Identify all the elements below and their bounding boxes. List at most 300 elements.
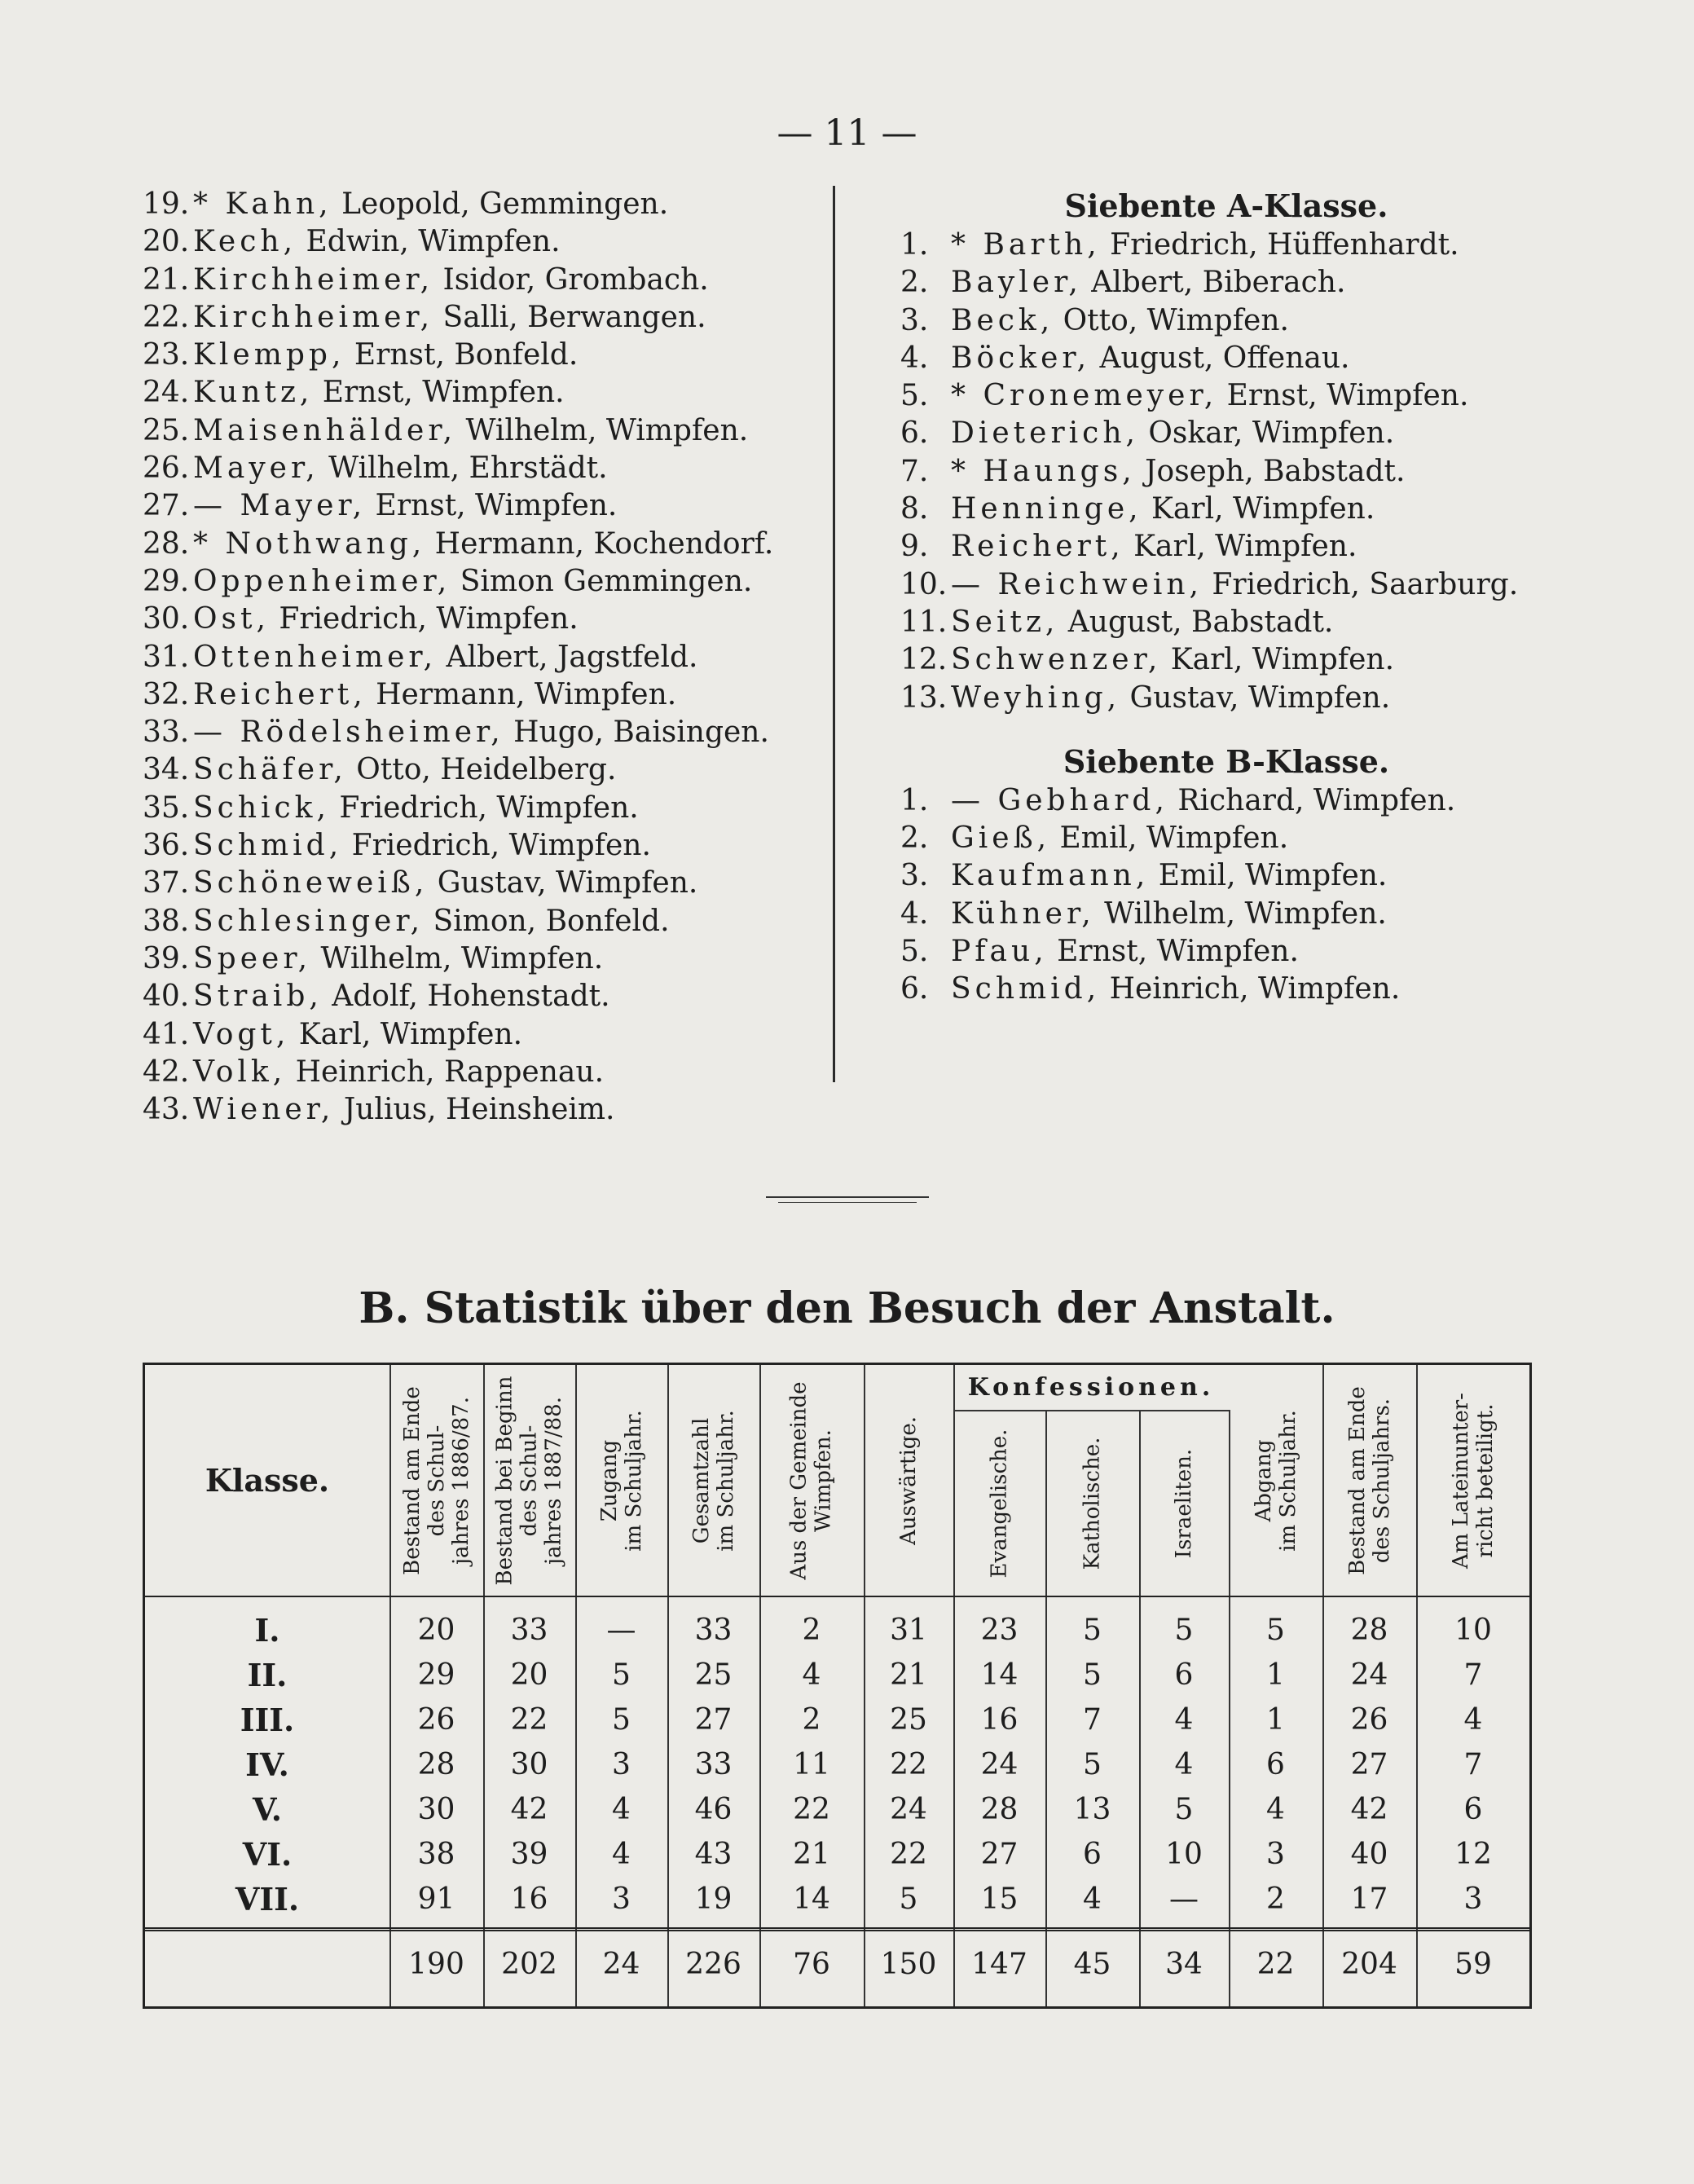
column-header-line: des Schul- xyxy=(517,1424,542,1536)
item-surname: Weyhing, xyxy=(951,680,1121,715)
item-surname: * Nothwang, xyxy=(193,526,426,561)
item-surname: Kuntz, xyxy=(193,376,314,410)
item-number: 2. xyxy=(900,266,929,300)
item-surname: Schlesinger, xyxy=(193,904,425,938)
list-item xyxy=(143,262,827,299)
item-details: Joseph, Babstadt. xyxy=(1135,454,1406,488)
table-cell: 13 xyxy=(1073,1793,1111,1826)
table-cell: 28 xyxy=(417,1748,455,1781)
table-cell: 26 xyxy=(417,1703,455,1737)
table-cell: 15 xyxy=(980,1882,1019,1916)
item-number: 5. xyxy=(900,379,929,413)
list-item xyxy=(143,714,827,751)
item-number: 22. xyxy=(143,300,190,334)
item-surname: Ottenheimer, xyxy=(193,640,438,674)
item-number: 9. xyxy=(900,530,929,564)
table-cell: 43 xyxy=(694,1838,733,1871)
item-number: 41. xyxy=(143,1017,190,1051)
item-number: 11. xyxy=(900,605,948,639)
item-number: 10. xyxy=(900,567,948,601)
item-details: Friedrich, Hüffenhardt. xyxy=(1100,228,1459,262)
item-surname: * Haungs, xyxy=(951,454,1136,488)
table-cell: 1 xyxy=(1266,1703,1285,1737)
list-item xyxy=(143,676,827,714)
list-item xyxy=(143,978,827,1015)
table-cell: 12 xyxy=(1454,1838,1492,1871)
item-surname: Dieterich, xyxy=(951,416,1139,451)
column-header-line: Zugang xyxy=(596,1439,622,1521)
table-cell: 20 xyxy=(510,1658,548,1692)
table-cell: 27 xyxy=(694,1703,733,1737)
table-cell: 10 xyxy=(1454,1614,1492,1647)
table-cell: 1 xyxy=(1266,1658,1285,1692)
list-item xyxy=(143,865,827,902)
column-header-text xyxy=(1345,1386,1394,1575)
column-header-line: Gesamtzahl xyxy=(689,1417,714,1543)
list-item xyxy=(900,641,1569,679)
list-item xyxy=(900,377,1569,415)
statistics-table xyxy=(143,1363,1532,2009)
item-number: 40. xyxy=(143,980,190,1014)
column-header xyxy=(953,1411,1045,1596)
item-details: Isidor, Grombach. xyxy=(433,262,709,297)
list-item xyxy=(143,903,827,940)
item-number: 33. xyxy=(143,716,190,750)
item-number: 6. xyxy=(900,416,929,451)
student-list-left xyxy=(143,186,827,1129)
item-details: Simon, Bonfeld. xyxy=(424,904,670,938)
list-item xyxy=(900,971,1569,1008)
item-number: 19. xyxy=(143,187,190,221)
list-item xyxy=(900,857,1569,895)
item-surname: Reichert, xyxy=(193,677,367,711)
item-surname: Böcker, xyxy=(951,341,1091,375)
item-details: Otto, Wimpfen. xyxy=(1054,303,1289,337)
column-header-line: des Schuljahrs. xyxy=(1369,1398,1394,1563)
table-cell: 16 xyxy=(980,1703,1019,1737)
table-cell: 5 xyxy=(612,1703,631,1737)
item-details: Hermann, Kochendorf. xyxy=(425,526,774,561)
table-cell: 21 xyxy=(793,1838,830,1871)
table-cell: 25 xyxy=(694,1658,733,1692)
table-cell: 3 xyxy=(612,1748,631,1781)
column-header-text xyxy=(1252,1410,1300,1552)
item-number: 3. xyxy=(900,303,929,337)
table-cell: 22 xyxy=(890,1838,927,1871)
item-surname: Speer, xyxy=(193,941,312,975)
table-cell: 7 xyxy=(1083,1703,1102,1737)
table-cell: 6 xyxy=(1266,1748,1285,1781)
item-details: Friedrich, Saarburg. xyxy=(1202,567,1519,601)
item-details: Albert, Biberach. xyxy=(1081,266,1346,300)
list-item xyxy=(900,227,1569,264)
item-details: Emil, Wimpfen. xyxy=(1149,859,1388,893)
item-details: Heinrich, Wimpfen. xyxy=(1100,972,1401,1006)
list-item xyxy=(143,1054,827,1091)
column-header-line: Bestand am Ende xyxy=(399,1385,425,1575)
column-header-line: jahres 1887/88. xyxy=(541,1396,566,1565)
table-cell: 204 xyxy=(1341,1948,1397,1981)
list-item xyxy=(900,264,1569,302)
table-cell: 4 xyxy=(1083,1882,1102,1916)
item-number: 25. xyxy=(143,413,190,447)
list-item xyxy=(900,528,1569,566)
column-header-text xyxy=(787,1381,836,1579)
item-details: Ernst, Wimpfen. xyxy=(366,489,618,523)
item-number: 35. xyxy=(143,790,190,825)
item-surname: Kirchheimer, xyxy=(193,300,434,334)
klasse-cell: VI. xyxy=(242,1836,293,1873)
item-number: 6. xyxy=(900,972,929,1006)
klasse-cell: IV. xyxy=(245,1746,289,1783)
column-header-line: im Schuljahr. xyxy=(1275,1409,1300,1552)
list-item xyxy=(143,223,827,261)
column-header-text xyxy=(1449,1393,1498,1569)
table-cell: 2 xyxy=(802,1703,821,1737)
item-surname: Wiener, xyxy=(193,1093,335,1127)
item-number: 1. xyxy=(900,783,929,817)
table-cell: 150 xyxy=(880,1948,937,1981)
column-header-line: Abgang xyxy=(1251,1439,1276,1521)
item-details: Ernst, Wimpfen. xyxy=(1217,379,1469,413)
list-item xyxy=(143,639,827,676)
list-item xyxy=(143,487,827,525)
table-cell: 202 xyxy=(501,1948,557,1981)
item-details: Oskar, Wimpfen. xyxy=(1138,416,1395,451)
table-cell: 226 xyxy=(685,1948,741,1981)
table-cell: — xyxy=(606,1614,636,1647)
column-header xyxy=(667,1365,759,1596)
student-list-right xyxy=(900,186,1569,1009)
list-item xyxy=(900,566,1569,604)
table-cell: 4 xyxy=(1266,1793,1285,1826)
table-cell: 5 xyxy=(899,1882,918,1916)
list-item xyxy=(143,751,827,789)
table-cell: 3 xyxy=(1463,1882,1483,1916)
list-item xyxy=(143,563,827,601)
table-cell: 2 xyxy=(802,1614,821,1647)
item-surname: * Kahn, xyxy=(193,187,332,221)
item-surname: Gieß, xyxy=(951,821,1051,856)
column-header-line: Aus der Gemeinde xyxy=(787,1380,812,1580)
table-cell: 4 xyxy=(612,1838,631,1871)
table-cell: 40 xyxy=(1350,1838,1388,1871)
list-item xyxy=(900,491,1569,528)
item-number: 39. xyxy=(143,941,190,975)
item-surname: Ost, xyxy=(193,602,270,636)
column-header-line: Wimpfen. xyxy=(812,1429,837,1532)
table-cell: 24 xyxy=(1350,1658,1388,1692)
table-cell: 16 xyxy=(510,1882,548,1916)
list-item xyxy=(900,415,1569,452)
list-item xyxy=(143,374,827,412)
column-header-text xyxy=(400,1386,473,1575)
table-cell: 23 xyxy=(980,1614,1019,1647)
item-details: Simon Gemmingen. xyxy=(451,564,753,598)
list-item xyxy=(143,601,827,638)
column-header xyxy=(1045,1411,1139,1596)
item-number: 36. xyxy=(143,829,190,863)
item-details: Wilhelm, Wimpfen. xyxy=(1094,896,1387,931)
table-cell: 22 xyxy=(510,1703,548,1737)
table-cell: 22 xyxy=(890,1748,927,1781)
column-header-text xyxy=(597,1410,646,1552)
list-item xyxy=(143,450,827,487)
list-item xyxy=(143,526,827,563)
table-cell: 28 xyxy=(980,1793,1019,1826)
item-details: Friedrich, Wimpfen. xyxy=(269,602,579,636)
list-item xyxy=(143,790,827,827)
table-cell: 28 xyxy=(1350,1614,1388,1647)
column-header-text xyxy=(988,1429,1012,1579)
list-item xyxy=(900,820,1569,857)
list-item xyxy=(143,186,827,223)
table-cell: 5 xyxy=(1083,1614,1102,1647)
section-title: B. Statistik über den Besuch der Anstalt. xyxy=(359,1284,1335,1333)
klasse-cell: II. xyxy=(247,1657,288,1693)
table-cell: 27 xyxy=(980,1838,1019,1871)
table-cell: 39 xyxy=(510,1838,548,1871)
heading-siebente-a: Siebente A-Klasse. xyxy=(1064,187,1388,224)
column-header-line: Am Lateinunter- xyxy=(1449,1392,1473,1569)
table-cell: 2 xyxy=(1266,1882,1285,1916)
item-number: 43. xyxy=(143,1093,190,1127)
column-header-text xyxy=(493,1376,566,1585)
item-surname: — Reichwein, xyxy=(951,567,1203,601)
item-number: 24. xyxy=(143,376,190,410)
list-item xyxy=(900,453,1569,491)
item-number: 4. xyxy=(900,896,929,931)
column-header-text xyxy=(689,1410,738,1552)
item-surname: Kirchheimer, xyxy=(193,262,434,297)
item-details: Adolf, Hohenstadt. xyxy=(322,980,610,1014)
table-row xyxy=(145,1653,1529,1697)
table-cell: 21 xyxy=(890,1658,927,1692)
table-row xyxy=(145,1697,1529,1742)
item-details: Friedrich, Wimpfen. xyxy=(342,829,651,863)
item-number: 26. xyxy=(143,451,190,486)
item-surname: Schwenzer, xyxy=(951,643,1162,677)
item-surname: — Mayer, xyxy=(193,489,367,523)
list-item xyxy=(900,896,1569,933)
item-details: August, Offenau. xyxy=(1090,341,1350,375)
list-item xyxy=(143,299,827,337)
item-number: 29. xyxy=(143,564,190,598)
item-details: Karl, Wimpfen. xyxy=(289,1017,523,1051)
table-cell: 46 xyxy=(694,1793,733,1826)
table-cell: 147 xyxy=(971,1948,1027,1981)
item-surname: Henninge, xyxy=(951,492,1142,526)
item-number: 21. xyxy=(143,262,190,297)
heading-siebente-b: Siebente B-Klasse. xyxy=(1063,742,1390,780)
table-row xyxy=(145,1942,1529,1987)
klasse-cell: III. xyxy=(240,1702,295,1738)
item-surname: — Gebhard, xyxy=(951,783,1168,817)
table-cell: 22 xyxy=(793,1793,830,1826)
table-cell: 26 xyxy=(1350,1703,1388,1737)
item-surname: * Cronemeyer, xyxy=(951,379,1218,413)
item-details: Wilhelm, Ehrstädt. xyxy=(319,451,608,486)
item-number: 31. xyxy=(143,640,190,674)
separator-rule-thin xyxy=(778,1202,917,1203)
list-item xyxy=(900,933,1569,971)
table-cell: 38 xyxy=(417,1838,455,1871)
column-divider xyxy=(833,186,835,1082)
table-cell: 4 xyxy=(1174,1703,1194,1737)
table-cell: 22 xyxy=(1256,1948,1295,1981)
item-details: Emil, Wimpfen. xyxy=(1050,821,1289,856)
item-number: 23. xyxy=(143,338,190,372)
item-number: 5. xyxy=(900,935,929,969)
table-cell: 7 xyxy=(1463,1658,1483,1692)
table-cell: 5 xyxy=(1266,1614,1285,1647)
table-cell: 17 xyxy=(1350,1882,1388,1916)
table-cell: 5 xyxy=(1083,1658,1102,1692)
table-cell: 27 xyxy=(1350,1748,1388,1781)
item-number: 38. xyxy=(143,904,190,938)
column-header xyxy=(1322,1365,1416,1596)
item-details: Karl, Wimpfen. xyxy=(1161,643,1395,677)
item-surname: Schäfer, xyxy=(193,753,347,787)
table-cell: 42 xyxy=(510,1793,548,1826)
item-details: Leopold, Gemmingen. xyxy=(332,187,669,221)
item-details: Karl, Wimpfen. xyxy=(1124,530,1357,564)
list-item xyxy=(900,340,1569,377)
table-row xyxy=(145,1742,1529,1787)
table-cell: 5 xyxy=(1174,1793,1194,1826)
item-details: August, Babstadt. xyxy=(1058,605,1334,639)
item-details: Albert, Jagstfeld. xyxy=(437,640,698,674)
column-header xyxy=(389,1365,483,1596)
column-header xyxy=(864,1365,953,1596)
table-cell: 59 xyxy=(1454,1948,1492,1981)
list-item xyxy=(143,412,827,450)
table-cell: 91 xyxy=(417,1882,455,1916)
table-cell: 20 xyxy=(417,1614,455,1647)
list-item xyxy=(900,782,1569,820)
table-cell: 14 xyxy=(793,1882,830,1916)
item-surname: Straib, xyxy=(193,980,323,1014)
item-number: 32. xyxy=(143,677,190,711)
table-cell: 42 xyxy=(1350,1793,1388,1826)
table-cell: 33 xyxy=(694,1614,733,1647)
column-header-line: Katholische. xyxy=(1080,1437,1105,1570)
column-header xyxy=(1416,1365,1530,1596)
item-details: Hugo, Baisingen. xyxy=(504,716,769,750)
column-header-line: jahres 1886/87. xyxy=(448,1396,473,1565)
item-number: 3. xyxy=(900,859,929,893)
table-cell: 30 xyxy=(417,1793,455,1826)
table-cell: 11 xyxy=(793,1748,830,1781)
table-row xyxy=(145,1787,1529,1832)
table-cell: 190 xyxy=(408,1948,464,1981)
item-surname: Schmid, xyxy=(193,829,343,863)
item-details: Otto, Heidelberg. xyxy=(346,753,617,787)
table-cell: 4 xyxy=(1174,1748,1194,1781)
item-number: 20. xyxy=(143,225,190,259)
item-number: 42. xyxy=(143,1055,190,1089)
item-surname: Reichert, xyxy=(951,530,1124,564)
column-header-text xyxy=(896,1416,921,1544)
konfessionen-header: Konfessionen. xyxy=(967,1373,1215,1402)
table-cell: 4 xyxy=(612,1793,631,1826)
table-cell: 6 xyxy=(1174,1658,1194,1692)
item-details: Friedrich, Wimpfen. xyxy=(329,790,639,825)
column-header-line: des Schul- xyxy=(424,1424,449,1536)
table-cell: 24 xyxy=(890,1793,927,1826)
column-header xyxy=(483,1365,575,1596)
item-details: Gustav, Wimpfen. xyxy=(1120,680,1391,715)
totals-rule xyxy=(145,1927,1529,1931)
item-details: Wilhelm, Wimpfen. xyxy=(456,413,749,447)
item-number: 27. xyxy=(143,489,190,523)
table-cell: 10 xyxy=(1165,1838,1203,1871)
item-details: Julius, Heinsheim. xyxy=(334,1093,615,1127)
item-surname: * Barth, xyxy=(951,228,1101,262)
list-item xyxy=(900,302,1569,340)
column-header-line: im Schuljahr. xyxy=(713,1409,738,1552)
table-cell: 6 xyxy=(1083,1838,1102,1871)
item-details: Heinrich, Rappenau. xyxy=(286,1055,605,1089)
list-item xyxy=(143,940,827,978)
header-rule xyxy=(145,1596,1529,1597)
column-header-line: Bestand am Ende xyxy=(1344,1385,1370,1575)
item-details: Wilhelm, Wimpfen. xyxy=(311,941,604,975)
list-item xyxy=(143,337,827,374)
table-cell: 24 xyxy=(980,1748,1019,1781)
table-cell: 4 xyxy=(802,1658,821,1692)
klasse-cell: I. xyxy=(254,1612,280,1649)
table-cell: — xyxy=(1169,1882,1199,1916)
separator-rule xyxy=(766,1196,929,1198)
column-header xyxy=(1229,1365,1322,1596)
item-surname: Maisenhälder, xyxy=(193,413,457,447)
klasse-cell: VII. xyxy=(235,1881,300,1918)
table-cell: 30 xyxy=(510,1748,548,1781)
page-number: — 11 — xyxy=(777,112,917,154)
item-surname: Vogt, xyxy=(193,1017,290,1051)
table-row xyxy=(145,1877,1529,1922)
item-number: 30. xyxy=(143,602,190,636)
column-header-line: Auswärtige. xyxy=(896,1416,922,1545)
table-cell: 34 xyxy=(1165,1948,1203,1981)
column-header-line: richt beteiligt. xyxy=(1473,1403,1498,1557)
list-item xyxy=(143,1091,827,1129)
item-surname: Kaufmann, xyxy=(951,859,1150,893)
item-number: 37. xyxy=(143,866,190,900)
item-surname: Schick, xyxy=(193,790,330,825)
list-item xyxy=(143,1016,827,1054)
list-item xyxy=(143,827,827,865)
table-cell: 33 xyxy=(694,1748,733,1781)
item-surname: Pfau, xyxy=(951,935,1048,969)
item-surname: Bayler, xyxy=(951,266,1082,300)
table-cell: 19 xyxy=(694,1882,733,1916)
item-details: Karl, Wimpfen. xyxy=(1142,492,1375,526)
item-surname: Kech, xyxy=(193,225,297,259)
item-number: 28. xyxy=(143,526,190,561)
table-cell: 4 xyxy=(1463,1703,1483,1737)
item-number: 2. xyxy=(900,821,929,856)
item-surname: Beck, xyxy=(951,303,1054,337)
item-details: Gustav, Wimpfen. xyxy=(428,866,698,900)
item-details: Hermann, Wimpfen. xyxy=(366,677,677,711)
table-cell: 25 xyxy=(890,1703,927,1737)
table-cell: 29 xyxy=(417,1658,455,1692)
klasse-cell: V. xyxy=(252,1791,283,1828)
table-cell: 5 xyxy=(1174,1614,1194,1647)
item-details: Ernst, Wimpfen. xyxy=(313,376,565,410)
